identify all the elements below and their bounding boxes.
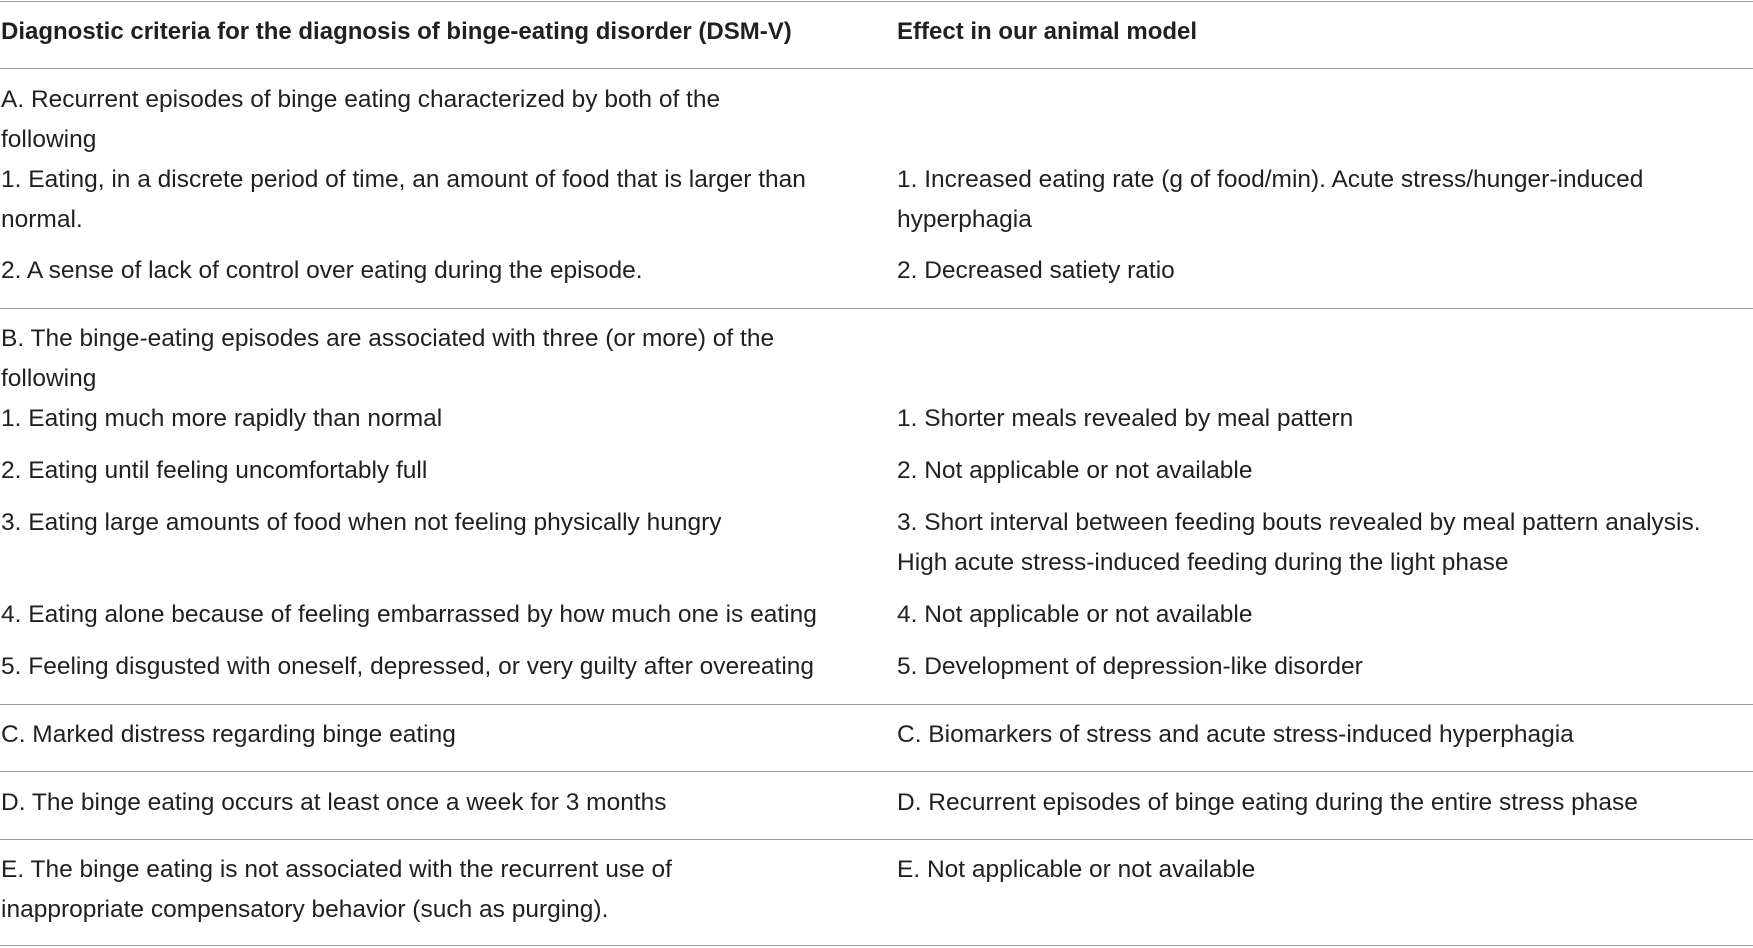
- section-a-effect-1: 1. Increased eating rate (g of food/min). Acute stress/hunger-induced: [897, 166, 1644, 193]
- table-rule-b: [0, 704, 1753, 705]
- section-b-criterion-4: 4. Eating alone because of feeling embarrassed by how much one is eating: [1, 601, 817, 628]
- header-effect: Effect in our animal model: [897, 18, 1198, 45]
- table-rule-header: [0, 68, 1753, 69]
- section-b-effect-3-cont: High acute stress-induced feeding during the light phase: [897, 549, 1509, 576]
- section-a-effect-2: 2. Decreased satiety ratio: [897, 257, 1175, 284]
- section-a-title-cont: following: [1, 126, 97, 153]
- table-rule-top: [0, 1, 1753, 2]
- section-b-effect-3: 3. Short interval between feeding bouts revealed by meal pattern analysis.: [897, 509, 1701, 536]
- section-b-title-cont: following: [1, 365, 97, 392]
- section-e-criterion: E. The binge eating is not associated with the recurrent use of: [1, 856, 672, 883]
- section-c-effect: C. Biomarkers of stress and acute stress-induced hyperphagia: [897, 721, 1574, 748]
- section-a-criterion-2: 2. A sense of lack of control over eating during the episode.: [1, 257, 643, 284]
- section-a-effect-1-cont: hyperphagia: [897, 206, 1032, 233]
- section-d-effect: D. Recurrent episodes of binge eating during the entire stress phase: [897, 789, 1638, 816]
- section-b-effect-1: 1. Shorter meals revealed by meal pattern: [897, 405, 1354, 432]
- section-a-criterion-1: 1. Eating, in a discrete period of time, an amount of food that is larger than: [1, 166, 806, 193]
- table-rule-c: [0, 771, 1753, 772]
- table-rule-d: [0, 839, 1753, 840]
- section-a-title: A. Recurrent episodes of binge eating characterized by both of the: [1, 86, 721, 113]
- header-criteria: Diagnostic criteria for the diagnosis of binge-eating disorder (DSM-V): [1, 18, 792, 45]
- section-a-criterion-1-cont: normal.: [1, 206, 83, 233]
- section-d-criterion: D. The binge eating occurs at least once a week for 3 months: [1, 789, 667, 816]
- table-rule-a: [0, 308, 1753, 309]
- section-b-criterion-1: 1. Eating much more rapidly than normal: [1, 405, 443, 432]
- section-e-criterion-cont: inappropriate compensatory behavior (such as purging).: [1, 896, 609, 923]
- table-rule-bottom: [0, 945, 1753, 946]
- section-b-title: B. The binge-eating episodes are associated with three (or more) of the: [1, 325, 775, 352]
- section-b-criterion-2: 2. Eating until feeling uncomfortably full: [1, 457, 428, 484]
- section-b-effect-4: 4. Not applicable or not available: [897, 601, 1253, 628]
- section-b-criterion-3: 3. Eating large amounts of food when not feeling physically hungry: [1, 509, 722, 536]
- section-b-effect-2: 2. Not applicable or not available: [897, 457, 1253, 484]
- section-c-criterion: C. Marked distress regarding binge eating: [1, 721, 456, 748]
- section-b-effect-5: 5. Development of depression-like disorder: [897, 653, 1363, 680]
- section-e-effect: E. Not applicable or not available: [897, 856, 1256, 883]
- section-b-criterion-5: 5. Feeling disgusted with oneself, depressed, or very guilty after overeating: [1, 653, 815, 680]
